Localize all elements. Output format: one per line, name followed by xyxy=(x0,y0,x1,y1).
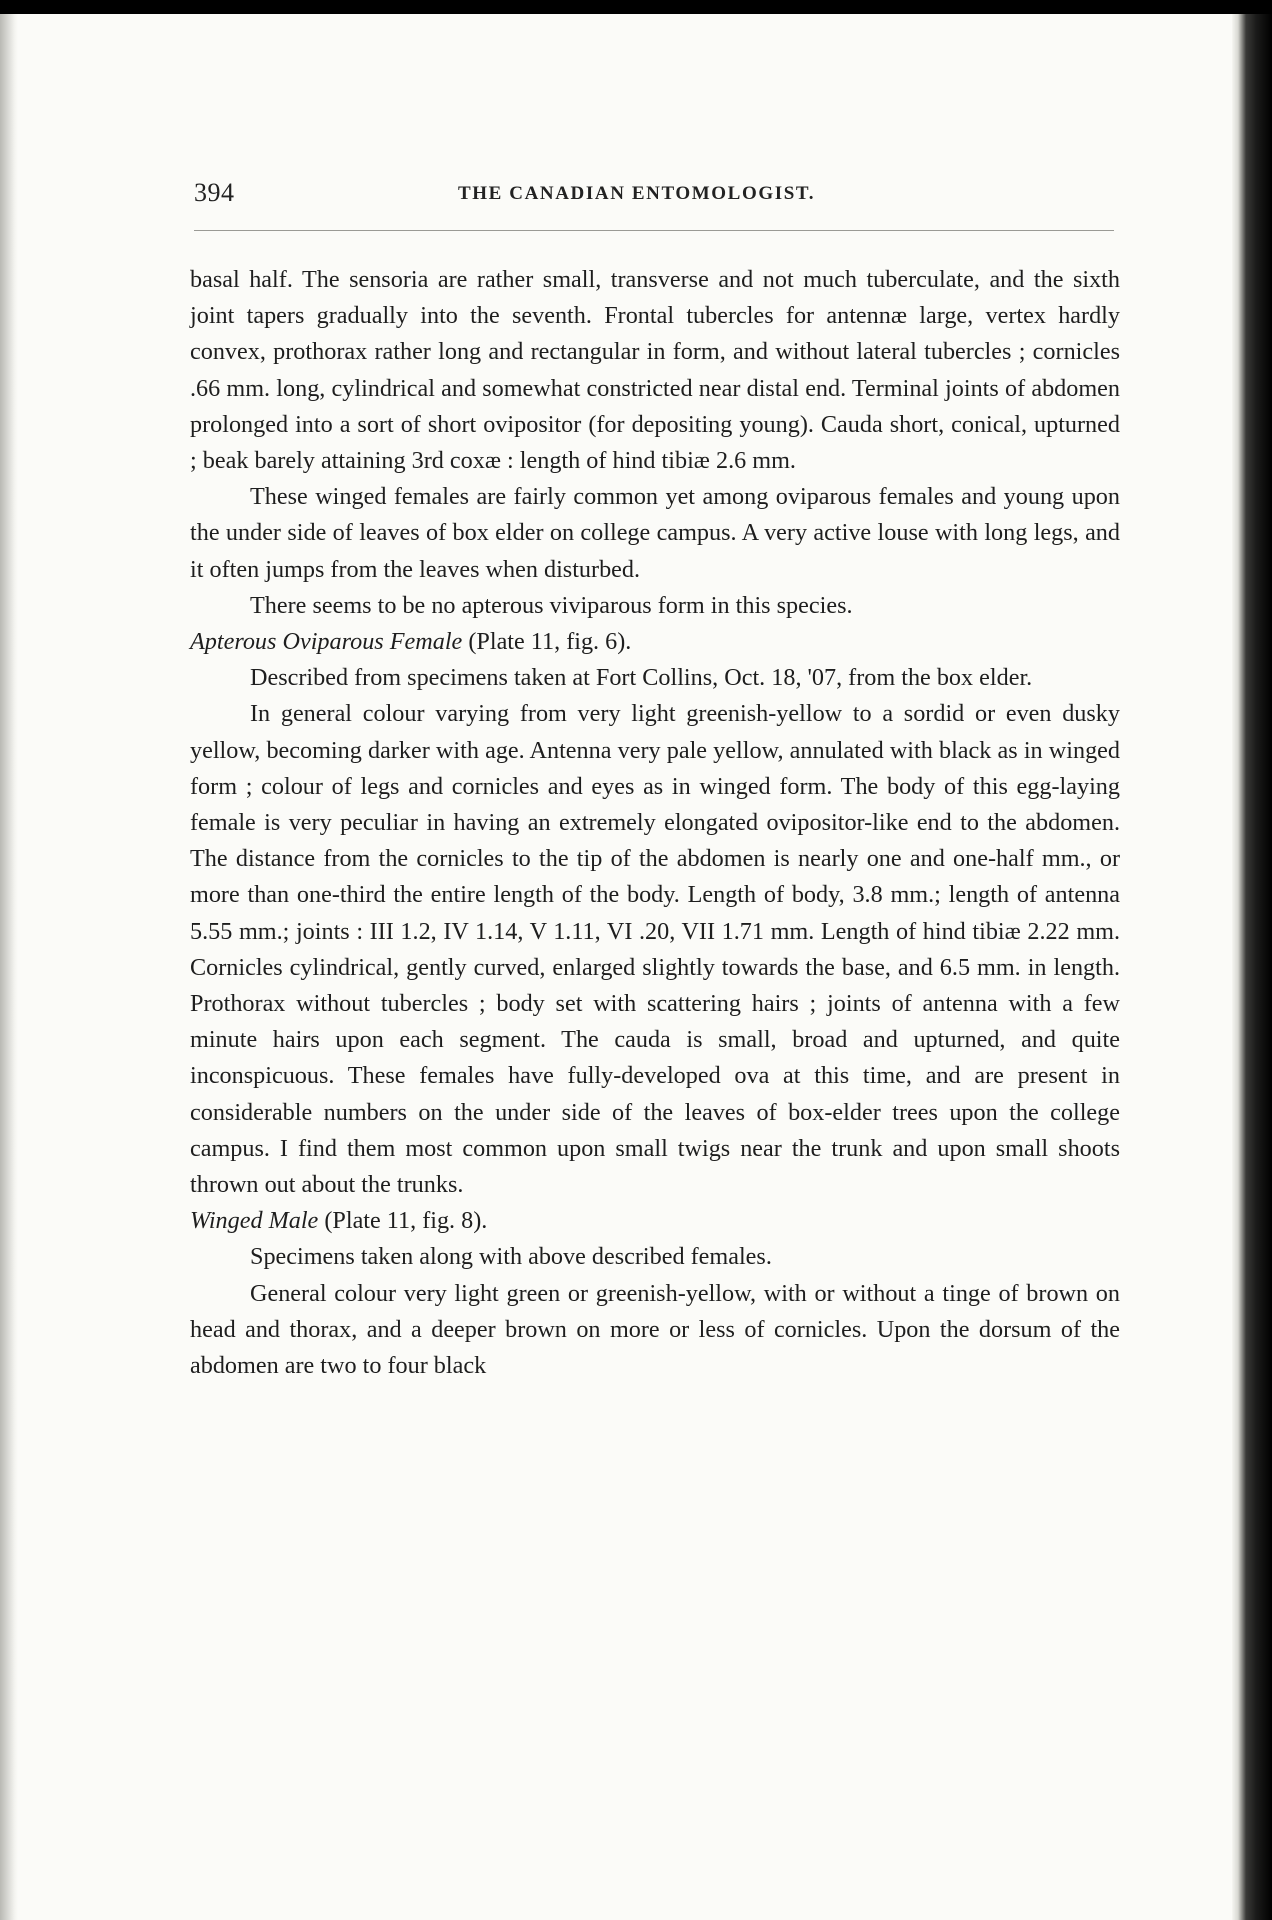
section-heading-title: Apterous Oviparous Female xyxy=(190,628,463,656)
section-heading-title: Winged Male xyxy=(190,1207,319,1235)
paragraph: These winged females are fairly common yet among oviparous females and young upon the under side of leaves of box elder on college campus. A very active louse with long legs, and it often jumps from the leaves when disturbed. xyxy=(190,483,1120,583)
paragraph: General colour very light green or greenish-yellow, with or without a tinge of brown on head and thorax, and a deeper brown on more or less of cornicles. Upon the dorsum of the abdomen are two to four black xyxy=(190,1279,1120,1380)
section-heading-reference: (Plate 11, fig. 6). xyxy=(462,628,632,656)
paragraph: In general colour varying from very light greenish-yellow to a sordid or even dusky yellow, becoming darker with age. Antenna very pale yellow, annulated with black as in winged form ; colour of legs and cornicles and eyes as in winged form. The body of this egg-laying female is very peculiar in having an extremely elongated ovipositor-like end to the abdomen. The distance from the cornicles to the tip of the abdomen is nearly one and one-half mm., or more than one-third the entire length of the body. Length of body, 3.8 mm.; length of antenna 5.55 mm.; joints : III 1.2, IV 1.14, V 1.11, VI .20, VII 1.71 mm. Length of hind tibiæ 2.22 mm. Cornicles cylindrical, gently curved, enlarged slightly towards the base, and 6.5 mm. in length. Prothorax without tubercles ; body set with scattering hairs ; joints of antenna with a few minute hairs upon each segment. The cauda is small, broad and upturned, and quite inconspicuous. These females have fully-developed ova at this time, and are present in considerable numbers on the under side of the leaves of box-elder trees upon the college campus. I find them most common upon small twigs near the trunk and upon small shoots thrown out about the trunks. xyxy=(190,700,1120,1199)
paragraph-continued: basal half. The sensoria are rather small, transverse and not much tuberculate, and the sixth joint tapers gradually into the seventh. Frontal tubercles for antennæ large, vertex hardly convex, prothorax rather long and rectangular in form, and without lateral tubercles ; cornicles .66 mm. long, cylindrical and somewhat constricted near distal end. Terminal joints of abdomen prolonged into a sort of short ovipositor (for depositing young). Cauda short, conical, upturned ; beak barely attaining 3rd coxæ : length of hind tibiæ 2.6 mm. xyxy=(190,266,1120,475)
header-rule xyxy=(194,230,1114,231)
running-title: THE CANADIAN ENTOMOLOGIST. xyxy=(458,183,816,204)
paragraph: Described from specimens taken at Fort Collins, Oct. 18, '07, from the box elder. xyxy=(250,664,1033,692)
paragraph: There seems to be no apterous viviparous form in this species. xyxy=(250,591,853,619)
page-edge-shadow xyxy=(1232,14,1272,1920)
page-header xyxy=(194,178,1124,218)
page-number: 394 xyxy=(194,178,235,207)
section-heading-winged-male xyxy=(190,1203,1120,1239)
spine-shadow xyxy=(0,14,18,1920)
section-heading-reference: (Plate 11, fig. 8). xyxy=(318,1207,488,1235)
body-text xyxy=(190,262,1120,1384)
paragraph: Specimens taken along with above described females. xyxy=(250,1243,772,1271)
section-heading-apterous-oviparous-female xyxy=(190,624,1120,660)
